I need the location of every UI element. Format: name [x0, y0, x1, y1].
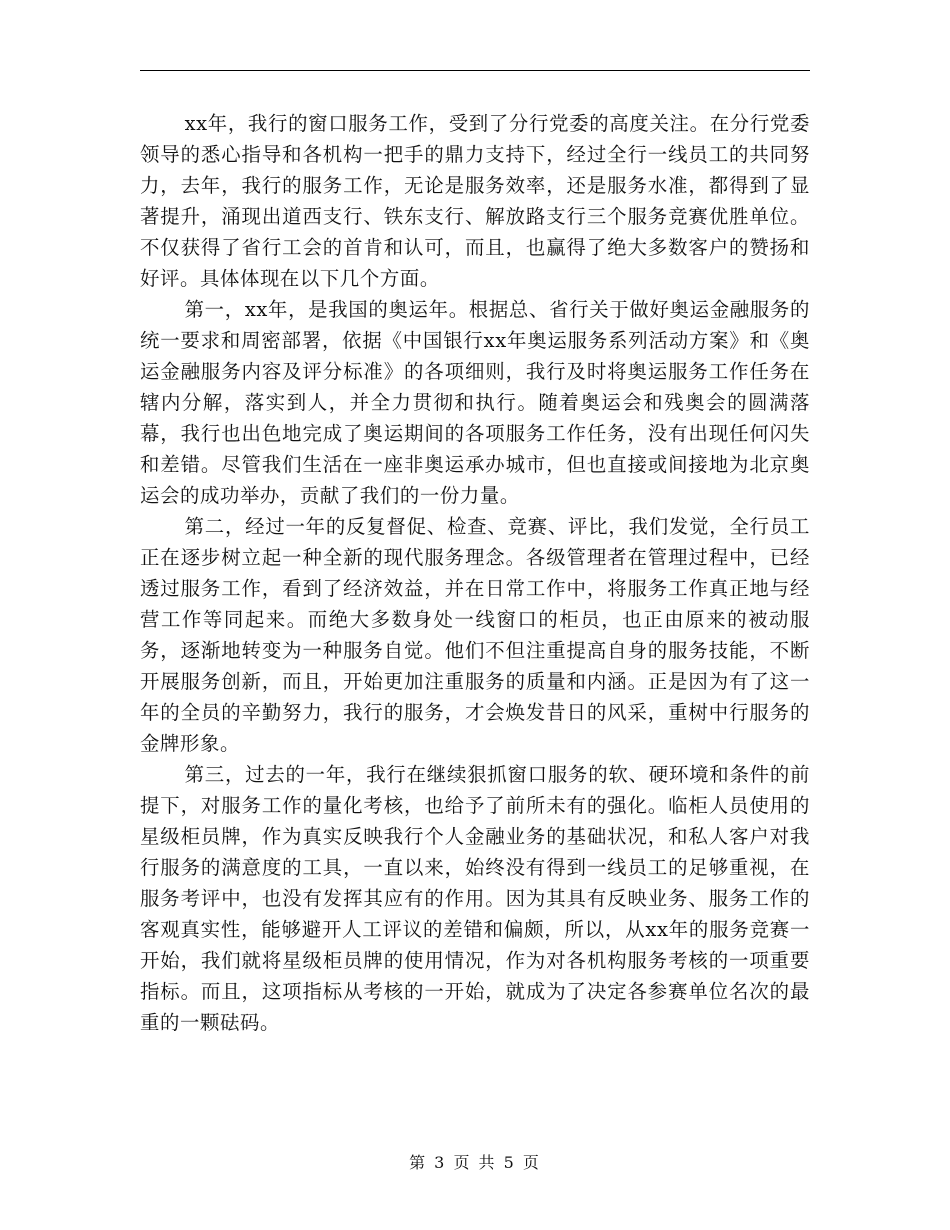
paragraph-intro: xx年，我行的窗口服务工作，受到了分行党委的高度关注。在分行党委领导的悉心指导和各机构一把手的鼎力支持下，经过全行一线员工的共同努力，去年，我行的服务工作，无论是服务效率，还是服务水准，都得到了显著提升，涌现出道西支行、铁东支行、解放路支行三个服务竞赛优胜单位。不仅获得了省行工会的首肯和认可，而且，也赢得了绝大多数客户的赞扬和好评。具体体现在以下几个方面。: [140, 112, 810, 290]
header-rule: [140, 70, 810, 71]
page-number-footer: 第 3 页 共 5 页: [409, 1153, 541, 1172]
paragraph-third: 第三，过去的一年，我行在继续狠抓窗口服务的软、硬环境和条件的前提下，对服务工作的量化考核，也给予了前所未有的强化。临柜人员使用的星级柜员牌，作为真实反映我行个人金融业务的基础状况，和私人客户对我行服务的满意度的工具，一直以来，始终没有得到一线员工的足够重视，在服务考评中，也没有发挥其应有的作用。因为其具有反映业务、服务工作的客观真实性，能够避开人工评议的差错和偏颇，所以，从xx年的服务竞赛一开始，我们就将星级柜员牌的使用情况，作为对各机构服务考核的一项重要指标。而且，这项指标从考核的一开始，就成为了决定各参赛单位名次的最重的一颗砝码。: [140, 763, 810, 1034]
paragraph-second: 第二，经过一年的反复督促、检查、竞赛、评比，我们发觉，全行员工正在逐步树立起一种全新的现代服务理念。各级管理者在管理过程中，已经透过服务工作，看到了经济效益，并在日常工作中，将服务工作真正地与经营工作等同起来。而绝大多数身处一线窗口的柜员，也正由原来的被动服务，逐渐地转变为一种服务自觉。他们不但注重提高自身的服务技能，不断开展服务创新，而且，开始更加注重服务的质量和内涵。正是因为有了这一年的全员的辛勤努力，我行的服务，才会焕发昔日的风采，重树中行服务的金牌形象。: [140, 515, 810, 755]
paragraph-first: 第一，xx年，是我国的奥运年。根据总、省行关于做好奥运金融服务的统一要求和周密部署，依据《中国银行xx年奥运服务系列活动方案》和《奥运金融服务内容及评分标准》的各项细则，我行及时将奥运服务工作任务在辖内分解，落实到人，并全力贯彻和执行。随着奥运会和残奥会的圆满落幕，我行也出色地完成了奥运期间的各项服务工作任务，没有出现任何闪失和差错。尽管我们生活在一座非奥运承办城市，但也直接或间接地为北京奥运会的成功举办，贡献了我们的一份力量。: [140, 298, 810, 507]
body-text: [140, 108, 810, 1038]
